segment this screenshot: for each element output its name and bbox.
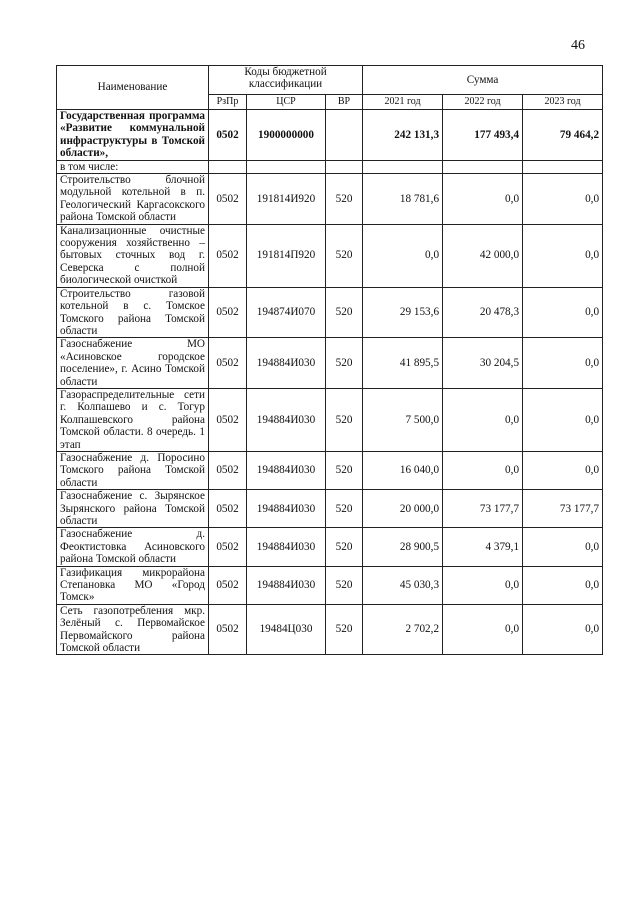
table-row <box>57 388 603 451</box>
row-csr: 191814И920 <box>247 174 326 225</box>
row-2023: 0,0 <box>523 388 603 451</box>
row-2023 <box>523 160 603 173</box>
row-2022: 0,0 <box>443 388 523 451</box>
table-row <box>57 604 603 655</box>
header-vr: ВР <box>326 95 363 110</box>
budget-table <box>56 65 603 655</box>
row-rzpr: 0502 <box>209 388 247 451</box>
row-2023: 0,0 <box>523 287 603 338</box>
row-rzpr: 0502 <box>209 110 247 161</box>
row-rzpr: 0502 <box>209 174 247 225</box>
row-name: Газоснабжение д. Феоктистовка Асиновского района Томской области <box>57 528 209 566</box>
row-vr: 520 <box>326 287 363 338</box>
row-csr: 191814П920 <box>247 224 326 287</box>
row-rzpr: 0502 <box>209 287 247 338</box>
row-name: Газораспределительные сети г. Колпашево и с. Тогур Колпашевского района Томской области. 8 очередь. 1 этап <box>57 388 209 451</box>
row-name: Государственная программа «Развитие коммунальной инфраструктуры в Томской области», <box>57 110 209 161</box>
row-2022: 4 379,1 <box>443 528 523 566</box>
row-rzpr: 0502 <box>209 224 247 287</box>
table-row <box>57 451 603 489</box>
row-csr: 194884И030 <box>247 566 326 604</box>
row-2023: 0,0 <box>523 451 603 489</box>
table-row <box>57 110 603 161</box>
row-2022: 0,0 <box>443 174 523 225</box>
row-vr: 520 <box>326 490 363 528</box>
row-2021: 45 030,3 <box>363 566 443 604</box>
row-vr: 520 <box>326 338 363 389</box>
row-name: Строительство блочной модульной котельной в п. Геологический Каргасокского района Томской области <box>57 174 209 225</box>
row-2023: 73 177,7 <box>523 490 603 528</box>
row-name: Газоснабжение с. Зырянское Зырянского района Томской области <box>57 490 209 528</box>
header-codes: Коды бюджетной классификации <box>209 66 363 95</box>
row-2022: 0,0 <box>443 566 523 604</box>
row-2022: 73 177,7 <box>443 490 523 528</box>
row-2021: 2 702,2 <box>363 604 443 655</box>
row-name: Газоснабжение МО «Асиновское городское поселение», г. Асино Томской области <box>57 338 209 389</box>
row-csr: 194884И030 <box>247 490 326 528</box>
row-rzpr <box>209 160 247 173</box>
row-2021: 0,0 <box>363 224 443 287</box>
row-csr <box>247 160 326 173</box>
row-2022: 20 478,3 <box>443 287 523 338</box>
row-vr: 520 <box>326 388 363 451</box>
row-vr: 520 <box>326 528 363 566</box>
row-2021 <box>363 160 443 173</box>
header-2021: 2021 год <box>363 95 443 110</box>
row-2021: 18 781,6 <box>363 174 443 225</box>
row-2023: 0,0 <box>523 604 603 655</box>
row-2023: 0,0 <box>523 528 603 566</box>
row-rzpr: 0502 <box>209 338 247 389</box>
header-rzpr: РзПр <box>209 95 247 110</box>
header-csr: ЦСР <box>247 95 326 110</box>
table-row <box>57 490 603 528</box>
row-2021: 242 131,3 <box>363 110 443 161</box>
row-vr <box>326 160 363 173</box>
table-row <box>57 287 603 338</box>
row-2022: 177 493,4 <box>443 110 523 161</box>
table-row <box>57 566 603 604</box>
row-2022: 0,0 <box>443 451 523 489</box>
header-2023: 2023 год <box>523 95 603 110</box>
row-name: Сеть газопотребления мкр. Зелёный с. Первомайское Первомайского района Томской области <box>57 604 209 655</box>
row-2022: 0,0 <box>443 604 523 655</box>
row-vr: 520 <box>326 604 363 655</box>
row-rzpr: 0502 <box>209 566 247 604</box>
row-csr: 194884И030 <box>247 338 326 389</box>
table-row <box>57 160 603 173</box>
row-name: Газоснабжение д. Поросино Томского района Томской области <box>57 451 209 489</box>
row-2021: 16 040,0 <box>363 451 443 489</box>
row-2022: 42 000,0 <box>443 224 523 287</box>
row-rzpr: 0502 <box>209 490 247 528</box>
table-row <box>57 528 603 566</box>
row-rzpr: 0502 <box>209 528 247 566</box>
row-vr: 520 <box>326 451 363 489</box>
row-vr: 520 <box>326 566 363 604</box>
row-2022 <box>443 160 523 173</box>
row-csr: 194884И030 <box>247 451 326 489</box>
header-name: Наименование <box>57 66 209 110</box>
row-2022: 30 204,5 <box>443 338 523 389</box>
header-sum: Сумма <box>363 66 603 95</box>
row-2023: 0,0 <box>523 338 603 389</box>
header-2022: 2022 год <box>443 95 523 110</box>
table-row <box>57 174 603 225</box>
row-name: в том числе: <box>57 160 209 173</box>
row-2021: 28 900,5 <box>363 528 443 566</box>
table-row <box>57 224 603 287</box>
row-csr: 194884И030 <box>247 388 326 451</box>
row-2021: 41 895,5 <box>363 338 443 389</box>
row-csr: 194874И070 <box>247 287 326 338</box>
row-vr: 520 <box>326 224 363 287</box>
row-name: Строительство газовой котельной в с. Томское Томского района Томской области <box>57 287 209 338</box>
table-row <box>57 338 603 389</box>
row-rzpr: 0502 <box>209 451 247 489</box>
row-2021: 20 000,0 <box>363 490 443 528</box>
row-rzpr: 0502 <box>209 604 247 655</box>
row-name: Газификация микрорайона Степановка МО «Город Томск» <box>57 566 209 604</box>
page-number: 46 <box>571 38 585 53</box>
row-csr: 19484Ц030 <box>247 604 326 655</box>
row-2023: 79 464,2 <box>523 110 603 161</box>
row-2021: 7 500,0 <box>363 388 443 451</box>
row-2023: 0,0 <box>523 566 603 604</box>
row-vr <box>326 110 363 161</box>
row-2023: 0,0 <box>523 174 603 225</box>
row-vr: 520 <box>326 174 363 225</box>
row-csr: 1900000000 <box>247 110 326 161</box>
row-csr: 194884И030 <box>247 528 326 566</box>
row-name: Канализационные очистные сооружения хозяйственно – бытовых сточных вод г. Северска с полной биологической очисткой <box>57 224 209 287</box>
row-2023: 0,0 <box>523 224 603 287</box>
row-2021: 29 153,6 <box>363 287 443 338</box>
